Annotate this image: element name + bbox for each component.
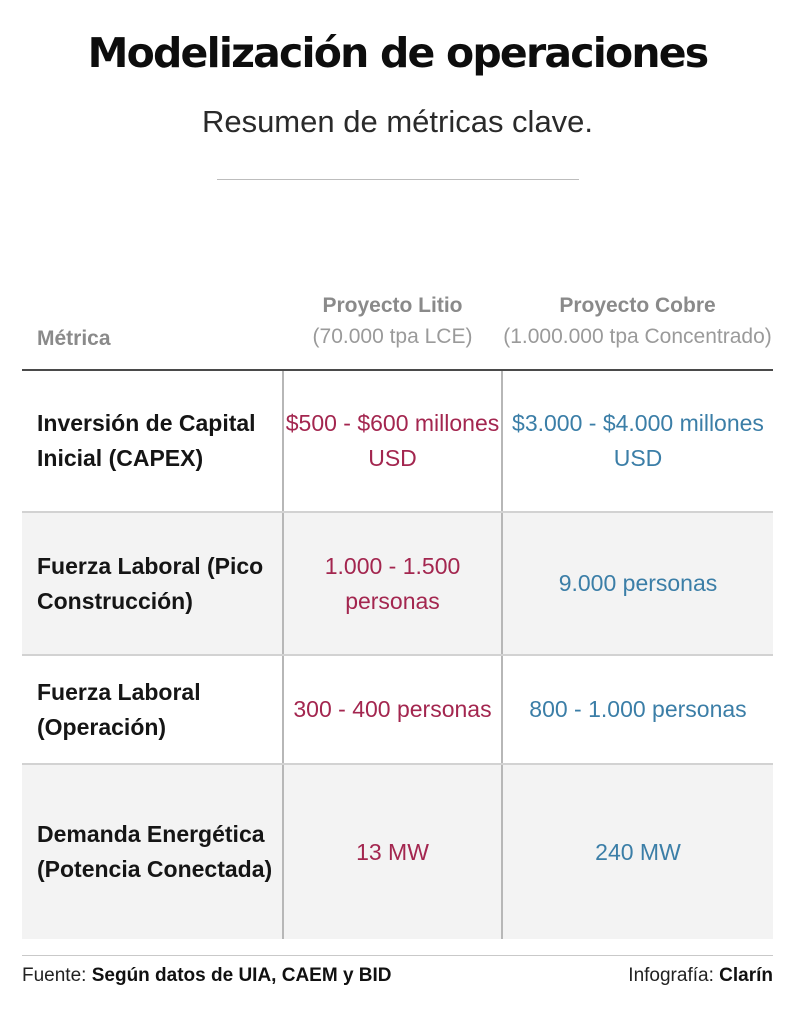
title-divider [217, 179, 579, 180]
column-header-cobre-name: Proyecto Cobre [559, 294, 716, 317]
page-subtitle: Resumen de métricas clave. [201, 104, 594, 139]
table-row [22, 370, 773, 512]
column-header-metric: Métrica [22, 227, 283, 370]
table-header-row [22, 227, 773, 370]
metric-cell: Fuerza Laboral (Pico Construcción) [22, 512, 283, 655]
metrics-table [22, 227, 773, 939]
footer-divider [22, 955, 773, 956]
graphic-credit [628, 962, 773, 990]
litio-value-cell: 13 MW [283, 764, 502, 939]
source-credit [22, 962, 392, 990]
metric-cell: Demanda Energética (Potencia Conectada) [22, 764, 283, 939]
litio-value-cell: 300 - 400 personas [283, 655, 502, 764]
table-row [22, 512, 773, 655]
credit-label: Infografía: [628, 965, 714, 986]
column-header-cobre-detail: (1.000.000 tpa Concentrado) [503, 325, 772, 348]
cobre-value-cell: 9.000 personas [502, 512, 773, 655]
cobre-value-cell: $3.000 - $4.000 millones USD [502, 370, 773, 512]
page-title: Modelización de operaciones [87, 29, 708, 77]
table-row [22, 764, 773, 939]
source-value: Según datos de UIA, CAEM y BID [91, 965, 392, 986]
column-header-cobre [502, 227, 773, 370]
column-header-litio-name: Proyecto Litio [322, 294, 463, 317]
metric-cell: Inversión de Capital Inicial (CAPEX) [22, 370, 283, 512]
metric-cell: Fuerza Laboral (Operación) [22, 655, 283, 764]
source-label: Fuente: [22, 965, 87, 986]
column-header-litio-detail: (70.000 tpa LCE) [312, 325, 473, 348]
table-row [22, 655, 773, 764]
cobre-value-cell: 240 MW [502, 764, 773, 939]
litio-value-cell: 1.000 - 1.500 personas [283, 512, 502, 655]
credit-value: Clarín [719, 965, 773, 986]
litio-value-cell: $500 - $600 millones USD [283, 370, 502, 512]
column-header-litio [283, 227, 502, 370]
cobre-value-cell: 800 - 1.000 personas [502, 655, 773, 764]
